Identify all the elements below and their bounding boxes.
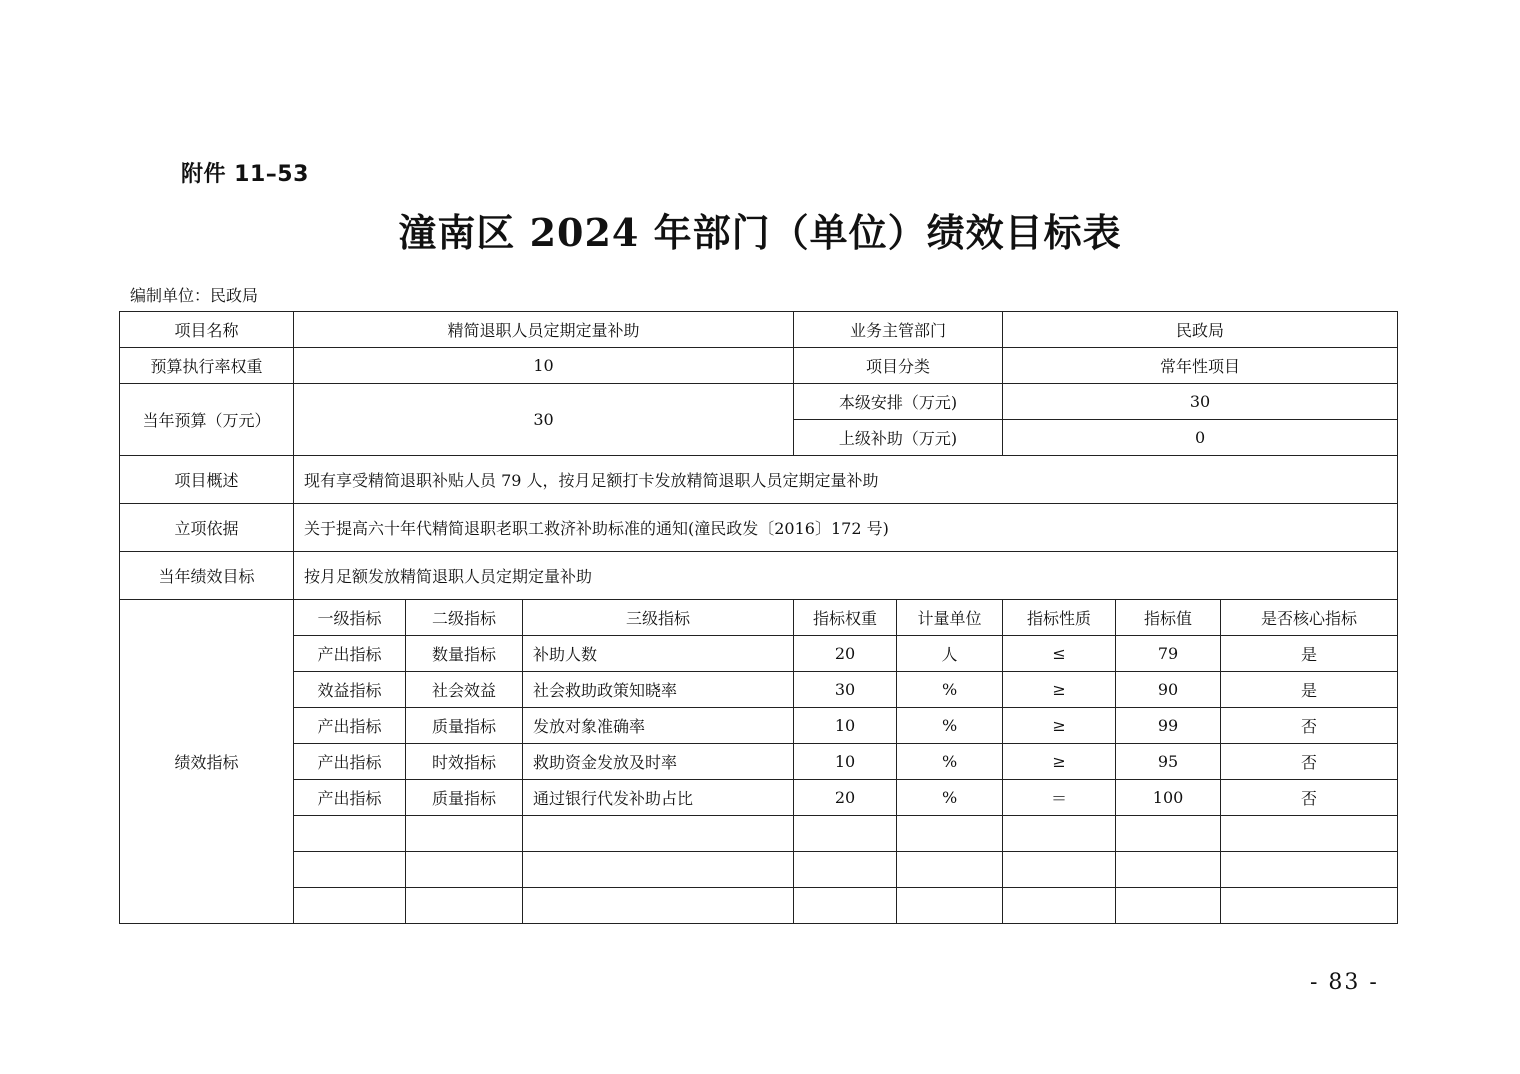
empty-cell bbox=[294, 852, 406, 888]
header-cell: 二级指标 bbox=[406, 600, 523, 636]
table-cell: 数量指标 bbox=[406, 636, 523, 672]
weight-value: 10 bbox=[294, 348, 794, 384]
table-cell: 100 bbox=[1116, 780, 1221, 816]
empty-cell bbox=[897, 852, 1003, 888]
table-cell: 79 bbox=[1116, 636, 1221, 672]
indicator-header-row bbox=[120, 600, 1398, 636]
empty-cell bbox=[523, 816, 794, 852]
empty-cell bbox=[523, 852, 794, 888]
header-cell: 三级指标 bbox=[523, 600, 794, 636]
empty-cell bbox=[897, 888, 1003, 924]
weight-label: 预算执行率权重 bbox=[120, 348, 294, 384]
table-cell: 10 bbox=[794, 744, 897, 780]
header-cell: 指标权重 bbox=[794, 600, 897, 636]
row-overview bbox=[120, 456, 1398, 504]
overview-value: 现有享受精简退职补贴人员 79 人，按月足额打卡发放精简退职人员定期定量补助 bbox=[294, 456, 1398, 504]
indicators-label: 绩效指标 bbox=[120, 600, 294, 924]
basis-label: 立项依据 bbox=[120, 504, 294, 552]
budget-label: 当年预算（万元） bbox=[120, 384, 294, 456]
empty-cell bbox=[406, 816, 523, 852]
performance-target-table bbox=[119, 311, 1398, 924]
local-value: 30 bbox=[1003, 384, 1398, 420]
header-cell: 一级指标 bbox=[294, 600, 406, 636]
empty-cell bbox=[294, 816, 406, 852]
empty-cell bbox=[406, 852, 523, 888]
table-cell: 20 bbox=[794, 780, 897, 816]
table-cell: 时效指标 bbox=[406, 744, 523, 780]
table-cell: 10 bbox=[794, 708, 897, 744]
table-cell: 效益指标 bbox=[294, 672, 406, 708]
goal-label: 当年绩效目标 bbox=[120, 552, 294, 600]
dept-label: 业务主管部门 bbox=[794, 312, 1003, 348]
empty-row bbox=[120, 852, 1398, 888]
empty-cell bbox=[794, 816, 897, 852]
table-cell: 95 bbox=[1116, 744, 1221, 780]
table-cell: % bbox=[897, 744, 1003, 780]
table-row bbox=[120, 708, 1398, 744]
header-cell: 是否核心指标 bbox=[1221, 600, 1398, 636]
table-cell: 产出指标 bbox=[294, 744, 406, 780]
table-cell: 30 bbox=[794, 672, 897, 708]
table-cell: 质量指标 bbox=[406, 780, 523, 816]
row-basis bbox=[120, 504, 1398, 552]
header-cell: 指标性质 bbox=[1003, 600, 1116, 636]
empty-cell bbox=[1003, 888, 1116, 924]
row-budget-local bbox=[120, 384, 1398, 420]
basis-value: 关于提高六十年代精简退职老职工救济补助标准的通知(潼民政发〔2016〕172 号) bbox=[294, 504, 1398, 552]
table-cell: % bbox=[897, 672, 1003, 708]
category-label: 项目分类 bbox=[794, 348, 1003, 384]
empty-cell bbox=[1221, 816, 1398, 852]
empty-row bbox=[120, 888, 1398, 924]
table-cell: 是 bbox=[1221, 672, 1398, 708]
empty-cell bbox=[523, 888, 794, 924]
empty-cell bbox=[1003, 852, 1116, 888]
table-row bbox=[120, 780, 1398, 816]
table-cell: 否 bbox=[1221, 780, 1398, 816]
empty-cell bbox=[794, 888, 897, 924]
table-cell: 发放对象准确率 bbox=[523, 708, 794, 744]
budget-value: 30 bbox=[294, 384, 794, 456]
empty-cell bbox=[1116, 816, 1221, 852]
page-title: 潼南区 2024 年部门（单位）绩效目标表 bbox=[398, 210, 1122, 255]
table-cell: 否 bbox=[1221, 708, 1398, 744]
table-cell: ≥ bbox=[1003, 672, 1116, 708]
empty-cell bbox=[897, 816, 1003, 852]
header-cell: 计量单位 bbox=[897, 600, 1003, 636]
empty-cell bbox=[794, 852, 897, 888]
table-cell: ≤ bbox=[1003, 636, 1116, 672]
table-cell: 社会效益 bbox=[406, 672, 523, 708]
table-cell: ≥ bbox=[1003, 708, 1116, 744]
table-cell: 20 bbox=[794, 636, 897, 672]
table-cell: 产出指标 bbox=[294, 780, 406, 816]
empty-row bbox=[120, 816, 1398, 852]
compiler-unit: 编制单位：民政局 bbox=[130, 286, 259, 305]
attachment-number: 附件 11–53 bbox=[181, 162, 309, 187]
page-number: - 83 - bbox=[1310, 970, 1379, 995]
table-cell: 质量指标 bbox=[406, 708, 523, 744]
upper-label: 上级补助（万元) bbox=[794, 420, 1003, 456]
project-name-label: 项目名称 bbox=[120, 312, 294, 348]
row-goal bbox=[120, 552, 1398, 600]
table-cell: 是 bbox=[1221, 636, 1398, 672]
dept-value: 民政局 bbox=[1003, 312, 1398, 348]
table-cell: 社会救助政策知晓率 bbox=[523, 672, 794, 708]
empty-cell bbox=[406, 888, 523, 924]
table-cell: 救助资金发放及时率 bbox=[523, 744, 794, 780]
category-value: 常年性项目 bbox=[1003, 348, 1398, 384]
table-cell: 补助人数 bbox=[523, 636, 794, 672]
table-row bbox=[120, 672, 1398, 708]
empty-cell bbox=[1116, 852, 1221, 888]
table-cell: 否 bbox=[1221, 744, 1398, 780]
project-name-value: 精简退职人员定期定量补助 bbox=[294, 312, 794, 348]
row-project-name bbox=[120, 312, 1398, 348]
empty-cell bbox=[1221, 888, 1398, 924]
table-cell: 人 bbox=[897, 636, 1003, 672]
local-label: 本级安排（万元) bbox=[794, 384, 1003, 420]
empty-cell bbox=[1221, 852, 1398, 888]
table-row bbox=[120, 744, 1398, 780]
table-cell: % bbox=[897, 708, 1003, 744]
table-row bbox=[120, 636, 1398, 672]
header-cell: 指标值 bbox=[1116, 600, 1221, 636]
table-cell: % bbox=[897, 780, 1003, 816]
row-weight bbox=[120, 348, 1398, 384]
table-cell: 90 bbox=[1116, 672, 1221, 708]
table-cell: ＝ bbox=[1003, 780, 1116, 816]
table-cell: 产出指标 bbox=[294, 708, 406, 744]
empty-cell bbox=[1003, 816, 1116, 852]
upper-value: 0 bbox=[1003, 420, 1398, 456]
empty-cell bbox=[1116, 888, 1221, 924]
goal-value: 按月足额发放精简退职人员定期定量补助 bbox=[294, 552, 1398, 600]
empty-cell bbox=[294, 888, 406, 924]
table-cell: 通过银行代发补助占比 bbox=[523, 780, 794, 816]
overview-label: 项目概述 bbox=[120, 456, 294, 504]
table-cell: 99 bbox=[1116, 708, 1221, 744]
table-cell: 产出指标 bbox=[294, 636, 406, 672]
table-cell: ≥ bbox=[1003, 744, 1116, 780]
